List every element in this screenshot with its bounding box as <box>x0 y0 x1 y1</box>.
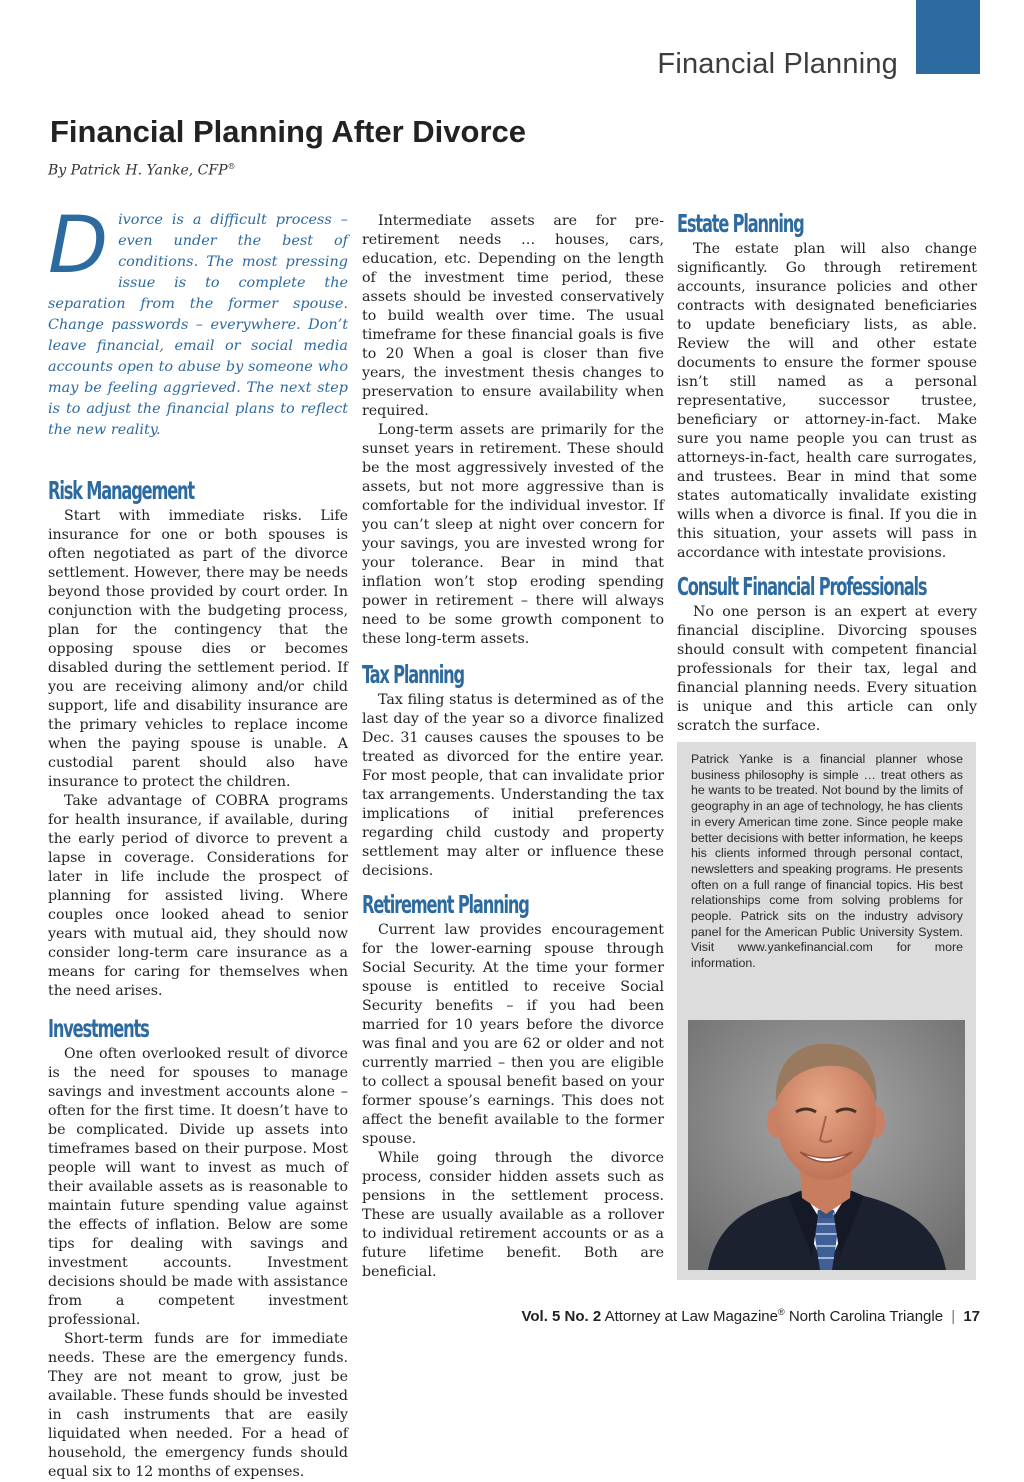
byline <box>48 162 236 179</box>
investments-paragraph-4: Long-term assets are primarily for the sunset years in retirement. These should be the most aggressively invested of the assets, but not more aggressive than is comfortable for the individual investor. If you can’t sleep at night over concern for your savings, you are invested wrong for your tolerance. Bear in mind that inflation won’t stop eroding spending power in retirement – there will always need to be some growth component to these long-term assets. <box>362 422 664 647</box>
byline-text: By Patrick H. Yanke, CFP <box>48 162 228 179</box>
author-bio-box <box>677 742 976 1280</box>
risk-paragraph-2: Take advantage of COBRA programs for health insurance, if available, during the early period of divorce to prevent a lapse in coverage. Considerations for later in life include the prospect of planning for assisted living. Where couples once looked ahead to senior years with mutual aid, they should now consider long-term care insurance as a means for caring for themselves when the need arises. <box>48 793 348 999</box>
author-portrait-illustration <box>688 1020 965 1270</box>
heading-investments: Investments <box>48 1014 149 1043</box>
heading-risk-management: Risk Management <box>48 476 195 505</box>
retirement-paragraph-1: Current law provides encouragement for the lower-earning spouse through Social Security. At the time your former spouse is entitled to receive Social Security benefits – if you had been married for 10 years before the divorce was final and you are 62 or older and not currently married – then you are eligible to collect a spousal benefit based on your former spouse’s earnings. This does not affect the benefit available to the former spouse. <box>362 922 664 1147</box>
section-color-tab <box>916 0 980 74</box>
heading-retirement-planning: Retirement Planning <box>362 890 529 919</box>
risk-paragraph-1: Start with immediate risks. Life insurance for one or both spouses is often negotiated as part of the divorce settlement. However, there may be needs beyond those provided by court order. In conjunction with the budgeting process, plan for the contingency that the opposing spouse dies or becomes disabled during the settlement period. If you are receiving alimony and/or child support, life and disability insurance are the primary vehicles to replace income when the paying spouse is unable. A custodial parent should also have insurance to protect the children. <box>48 508 348 790</box>
footer-separator: | <box>951 1308 956 1325</box>
investments-paragraph-2: Short-term funds are for immediate needs. These are the emergency funds. They are not meant to grow, just be available. These funds should be invested in cash instruments that are easily liquidated when needed. For a head of household, the emergency funds should equal six to 12 months of expenses. <box>48 1331 348 1480</box>
footer-magazine: Attorney at Law Magazine <box>604 1308 778 1325</box>
byline-registered-mark: ® <box>227 162 236 171</box>
heading-tax-planning: Tax Planning <box>362 660 464 689</box>
investments-paragraph-1: One often overlooked result of divorce is the need for spouses to manage savings and investment accounts alone – often for the first time. It doesn’t have to be complicated. Divide up assets into timeframes based on their purpose. Most people will want to invest as much of their available assets as is reasonable to maintain future spending value against the effects of inflation. Below are some tips for dealing with savings and investment accounts. Investment decisions should be made with assistance from a competent investment professional. <box>48 1046 348 1328</box>
heading-consult-professionals: Consult Financial Professionals <box>677 572 927 601</box>
page-number: 17 <box>963 1308 980 1325</box>
column-1 <box>48 201 348 1482</box>
page-footer <box>521 1307 980 1325</box>
investments-paragraph-3: Intermediate assets are for pre-retirement needs … houses, cars, education, etc. Depending on the length of the investment time period, these assets should be invested conservatively to build wealth over time. The usual timeframe for these financial goals is five to 20 When a goal is closer than five years, the investment thesis changes to preservation to ensure availability when required. <box>362 213 664 419</box>
consult-paragraph-1: No one person is an expert at every financial discipline. Divorcing spouses should consult with competent financial professionals for their tax, legal and financial planning needs. Every situation is unique and this article can only scratch the surface. <box>677 604 977 734</box>
section-label: Financial Planning <box>657 48 898 80</box>
article-title: Financial Planning After Divorce <box>50 114 527 149</box>
tax-paragraph-1: Tax filing status is determined as of the last day of the year so a divorce finalized Dec. 31 causes causes the spouses to be treated as divorced for the entire year. For most people, that can invalidate prior tax arrangements. Understanding the tax implications of initial preferences regarding child custody and property settlement may alter or influence these decisions. <box>362 692 664 879</box>
footer-region: North Carolina Triangle <box>788 1308 944 1325</box>
heading-estate-planning: Estate Planning <box>677 209 804 238</box>
estate-paragraph-1: The estate plan will also change significantly. Go through retirement accounts, insurance policies and other contracts with designated beneficiaries to update beneficiary lists, as able. Review the will and other estate documents to ensure the former spouse isn’t still named as a personal representative, successor trustee, beneficiary or attorney-in-fact. Make sure you name people you can trust as attorneys-in-fact, health care surrogates, and trustees. Bear in mind that some states automatically invalidate existing wills when a divorce is final. If you die in this situation, your assets will pass in accordance with intestate provisions. <box>677 241 977 561</box>
author-bio-text: Patrick Yanke is a financial planner whose business philosophy is simple … treat others as he wants to be treated. Not bound by the limits of geography in an age of technology, he has clients in every American time zone. Since people make better decisions with better information, he keeps his clients informed through personal contact, newsletters and speaking programs. He presents often on a full range of financial topics. His best relationships come from solving problems for people. Patrick sits on the industry advisory panel for the American Public University System. Visit www.yankefinancial.com for more information. <box>691 752 963 971</box>
intro-paragraph <box>48 201 348 441</box>
footer-trademark: ® <box>778 1307 785 1317</box>
intro-text: ivorce is a difficult process – even under the best of conditions. The most pressing issue is to complete the separation from the former spouse. Change passwords – everywhere. Don’t leave financial, email or social media accounts open to abuse by someone who may be feeling aggrieved. The next step is to adjust the financial plans to reflect the new reality. <box>48 212 348 438</box>
drop-cap: D <box>48 201 109 291</box>
footer-volume: Vol. 5 No. 2 <box>521 1308 602 1325</box>
column-3 <box>677 210 977 736</box>
retirement-paragraph-2: While going through the divorce process, consider hidden assets such as pensions in the settlement process. These are usually available as a rollover to individual retirement accounts or as a future lifetime benefit. Both are beneficial. <box>362 1150 664 1280</box>
column-2 <box>362 212 664 1282</box>
author-photo <box>688 1020 965 1270</box>
